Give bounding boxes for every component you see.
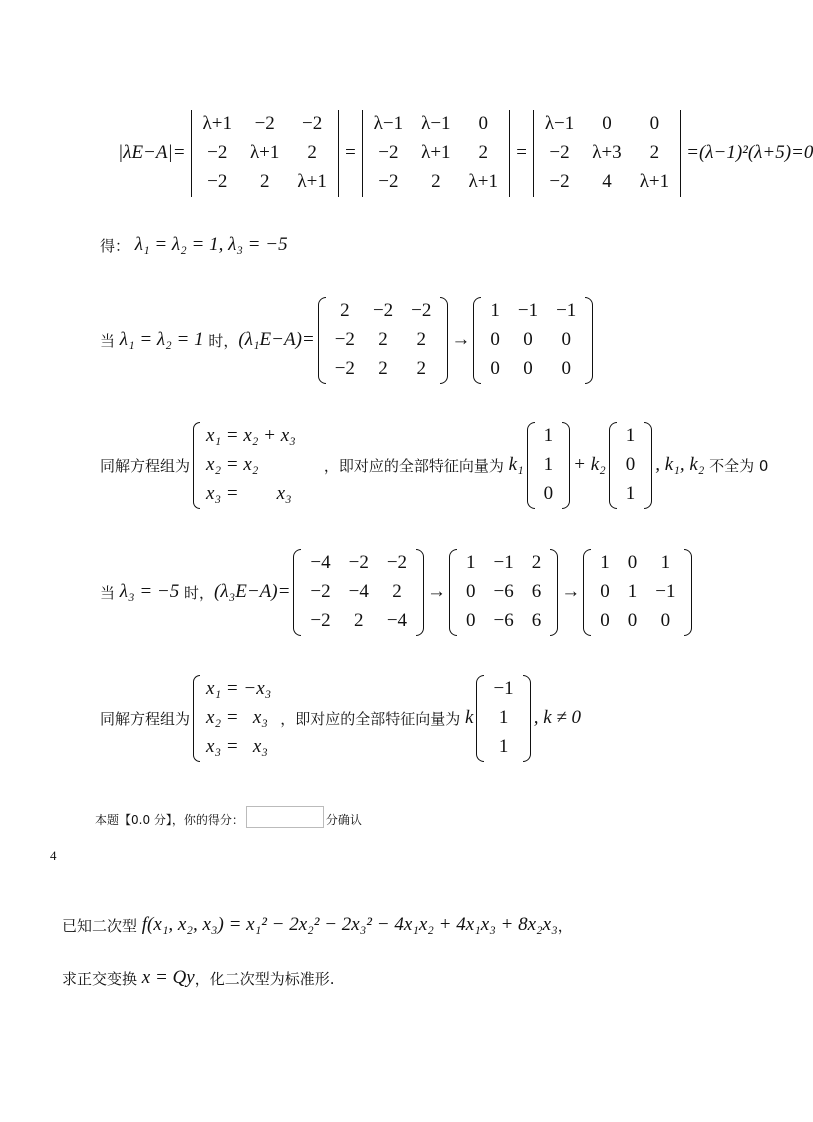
matrix-cell: 1 (627, 581, 638, 602)
right-bracket (509, 110, 510, 197)
text: 当 (100, 331, 120, 350)
matrix-cell: 2 (416, 329, 427, 350)
left-bracket (473, 297, 481, 384)
matrix-cell: 2 (531, 552, 542, 573)
math-expression: k₁ (508, 454, 524, 475)
left-bracket (533, 110, 534, 197)
matrix-cell: 1 (490, 300, 500, 321)
score-input[interactable] (246, 806, 324, 828)
right-bracket (338, 110, 339, 197)
matrix-cell: λ−1 (373, 113, 404, 134)
math-expression: → (561, 581, 581, 602)
matrix-cell: 0 (660, 610, 671, 631)
text: 同解方程组为 (100, 456, 191, 475)
matrix-cell: 2 (353, 610, 364, 631)
text: 求正交变换 (62, 969, 142, 988)
equation-line (62, 958, 334, 998)
matrix-cell: 4 (602, 171, 612, 192)
text: ，即对应的全部特征向量为 (304, 456, 509, 475)
left-bracket (527, 422, 535, 509)
matrix-cell: 0 (561, 329, 571, 350)
matrix-cell: λ+3 (592, 142, 622, 163)
text: 得： (100, 236, 135, 255)
matrix-cell: λ+1 (468, 171, 498, 192)
matrix-cell: 2 (416, 358, 427, 379)
matrix-cell: 2 (392, 581, 402, 602)
matrix-cell: −2 (378, 142, 399, 163)
matrix (473, 297, 593, 384)
equation-system (193, 422, 302, 509)
confirm-link[interactable]: 分确认 (325, 813, 362, 827)
determinant (531, 110, 683, 197)
matrix-cell: −2 (549, 171, 570, 192)
matrix-cell: λ−1 (544, 113, 575, 134)
math-expression: |λE−A|= (118, 142, 186, 163)
text: 已知二次型 (62, 916, 142, 935)
matrix-cell: 0 (627, 552, 638, 573)
matrix-cell: 2 (378, 358, 388, 379)
math-expression: x = Qy (141, 967, 195, 988)
matrix (476, 675, 530, 762)
text: ，即对应的全部特征向量为 (280, 709, 466, 728)
left-bracket (362, 110, 363, 197)
right-bracket (585, 297, 593, 384)
matrix-cell: 0 (490, 358, 500, 379)
equation-line (100, 425, 769, 504)
matrix-cell: −1 (517, 300, 539, 321)
matrix-cell: −2 (310, 610, 331, 631)
matrix-cell: 0 (602, 113, 612, 134)
math-expression: =(λ−1)²(λ+5)=0 (686, 142, 813, 163)
right-bracket (684, 549, 692, 636)
matrix-cell: 0 (478, 113, 489, 134)
score-label: 本题【0.0 分】，你的得分： (95, 813, 244, 827)
left-bracket (293, 549, 301, 636)
right-bracket (440, 297, 448, 384)
text: 同解方程组为 (100, 709, 191, 728)
math-expression: → (451, 329, 471, 350)
matrix-cell: 6 (531, 610, 542, 631)
question-number: 4 (50, 848, 57, 863)
matrix-cell: −4 (348, 581, 369, 602)
matrix-cell: 0 (466, 581, 476, 602)
right-bracket (550, 549, 558, 636)
matrix-cell: 6 (531, 581, 542, 602)
matrix-cell: 0 (627, 610, 638, 631)
matrix-cell: 1 (466, 552, 476, 573)
math-expression: , k₁, k₂ (655, 454, 710, 475)
score-row (95, 806, 362, 828)
matrix-cell: −4 (310, 552, 331, 573)
matrix-cell: 1 (498, 707, 509, 728)
matrix (583, 549, 692, 636)
matrix-cell: 0 (600, 581, 610, 602)
right-bracket (523, 675, 531, 762)
matrix-cell: λ+1 (202, 113, 232, 134)
matrix-cell: −2 (378, 171, 399, 192)
matrix-cell: 0 (625, 454, 636, 475)
left-bracket (583, 549, 591, 636)
matrix-cell: 0 (523, 329, 533, 350)
right-bracket (416, 549, 424, 636)
matrix (293, 549, 424, 636)
left-bracket (609, 422, 617, 509)
math-expression: λ₁ = λ₂ = 1, λ₃ = −5 (134, 234, 288, 255)
matrix-cell: −2 (334, 329, 355, 350)
matrix-cell: x₃ = x₃ (206, 483, 292, 504)
right-bracket (562, 422, 570, 509)
equation-line (100, 300, 596, 379)
matrix-cell: −6 (493, 610, 514, 631)
equation-line (118, 113, 813, 192)
matrix-cell: −2 (348, 552, 369, 573)
matrix-cell: 1 (660, 552, 671, 573)
matrix-cell: 2 (259, 171, 270, 192)
matrix-cell: 2 (431, 171, 441, 192)
right-bracket (680, 110, 681, 197)
equation-line (100, 678, 582, 757)
matrix (318, 297, 449, 384)
math-expression: (λ₃E−A)= (214, 581, 291, 602)
matrix-cell: 0 (600, 610, 610, 631)
matrix-cell: 1 (625, 483, 636, 504)
matrix-cell: x₃ = x₃ (206, 736, 268, 757)
matrix-cell: 2 (478, 142, 489, 163)
matrix-cell: 1 (543, 454, 554, 475)
matrix-cell: 2 (340, 300, 350, 321)
text: 当 (100, 583, 120, 602)
matrix-cell: λ−1 (421, 113, 451, 134)
matrix-cell: 0 (490, 329, 500, 350)
matrix-cell: λ+1 (639, 171, 670, 192)
matrix-cell: −2 (386, 552, 408, 573)
matrix-cell: −2 (302, 113, 323, 134)
matrix-cell: −1 (493, 678, 514, 699)
determinant (360, 110, 512, 197)
right-bracket (644, 422, 652, 509)
matrix-cell: 2 (307, 142, 317, 163)
text: ，化二次型为标准形. (194, 969, 335, 988)
matrix-cell: −2 (207, 171, 228, 192)
text: 时， (179, 583, 215, 602)
determinant (189, 110, 341, 197)
math-expression: (λ₁E−A)= (238, 329, 315, 350)
matrix-cell: x₂ = x₂ (206, 454, 259, 475)
matrix-cell: −2 (411, 300, 432, 321)
matrix-cell: λ+1 (421, 142, 451, 163)
matrix-cell: −1 (556, 300, 577, 321)
matrix (609, 422, 653, 509)
matrix (527, 422, 571, 509)
text: 时， (203, 331, 239, 350)
matrix-cell: 2 (378, 329, 388, 350)
matrix-cell: x₂ = x₃ (206, 707, 268, 728)
matrix-cell: 0 (466, 610, 476, 631)
matrix-cell: 2 (649, 142, 660, 163)
matrix-cell: 1 (600, 552, 610, 573)
equation-line (62, 905, 573, 945)
math-expression: = (343, 142, 357, 163)
math-expression: = (514, 142, 528, 163)
matrix-cell: −2 (334, 358, 355, 379)
matrix-cell: −2 (372, 300, 394, 321)
matrix-cell: 1 (498, 736, 509, 757)
matrix-cell: 0 (649, 113, 660, 134)
equation-line (100, 552, 695, 631)
matrix-cell: x₁ = x₂ + x₃ (206, 425, 296, 446)
matrix-cell: −1 (493, 552, 514, 573)
matrix (449, 549, 558, 636)
text: ， (557, 916, 573, 935)
math-expression: , k ≠ 0 (533, 707, 582, 728)
math-expression: k (465, 707, 474, 728)
matrix-cell: x₁ = −x₃ (206, 678, 272, 699)
math-expression: λ₃ = −5 (119, 581, 180, 602)
equation-system (193, 675, 277, 762)
matrix-cell: 1 (543, 425, 554, 446)
matrix-cell: 0 (561, 358, 571, 379)
text: 不全为 0 (709, 456, 769, 475)
left-bracket (193, 422, 200, 509)
math-expression: → (427, 581, 447, 602)
matrix-cell: −2 (310, 581, 331, 602)
matrix-cell: 1 (625, 425, 636, 446)
equation-line (100, 225, 288, 265)
matrix-cell: −4 (386, 610, 408, 631)
left-bracket (318, 297, 326, 384)
matrix-cell: 0 (523, 358, 533, 379)
matrix-cell: −2 (207, 142, 228, 163)
matrix-cell: −2 (549, 142, 570, 163)
left-bracket (449, 549, 457, 636)
left-bracket (193, 675, 200, 762)
left-bracket (191, 110, 192, 197)
math-expression: f(x₁, x₂, x₃) = x₁² − 2x₂² − 2x₃² − 4x₁x₂ + 4x₁x₃ + 8x₂x₃ (141, 914, 558, 935)
matrix-cell: 0 (543, 483, 554, 504)
math-expression: + k₂ (573, 454, 606, 475)
matrix-cell: −2 (254, 113, 275, 134)
left-bracket (476, 675, 484, 762)
matrix-cell: −1 (655, 581, 676, 602)
matrix-cell: λ+1 (249, 142, 280, 163)
matrix-cell: −6 (493, 581, 514, 602)
matrix-cell: λ+1 (297, 171, 327, 192)
math-expression: λ₁ = λ₂ = 1 (119, 329, 204, 350)
